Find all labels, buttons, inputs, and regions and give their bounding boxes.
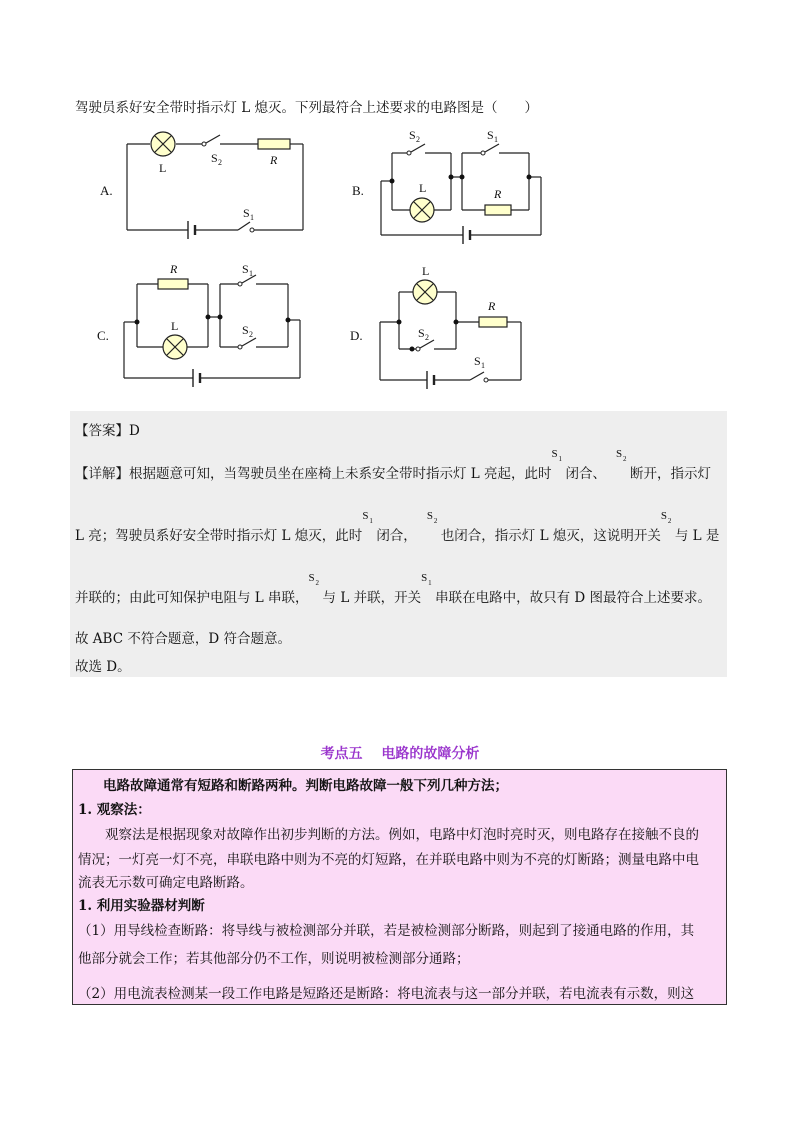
box-intro: 电路故障通常有短路和断路两种。判断电路故障一般下列几种方法； (103, 778, 508, 794)
battery-symbol (463, 226, 470, 244)
resistor-symbol (158, 279, 188, 289)
svg-text:S: S (211, 151, 218, 165)
svg-text:S: S (418, 326, 425, 340)
circuit-diagram-d (374, 262, 534, 387)
svg-text:L: L (419, 181, 427, 195)
symbol-s1: S 1 (362, 510, 373, 525)
box-heading-1: 1. 观察法： (78, 802, 151, 818)
svg-text:1: 1 (250, 213, 254, 222)
symbol-s1: S 1 (551, 448, 563, 463)
svg-text:L: L (171, 319, 179, 333)
option-c-label: C. (97, 328, 109, 343)
symbol-s2: S 2 (426, 510, 438, 525)
box-paragraph-1-line-1: 观察法是根据现象对故障作出初步判断的方法。例如，电路中灯泡时亮时灭，则电路存在接触不良的 (105, 827, 699, 843)
battery-symbol (193, 369, 200, 387)
resistor-symbol (479, 317, 507, 327)
question-text: 驾驶员系好安全带时指示灯 L 熄灭。下列最符合上述要求的电路图是（ ） (75, 100, 539, 116)
symbol-s2: S 2 (660, 510, 672, 525)
svg-text:2: 2 (218, 158, 222, 167)
circuit-diagram-b (375, 125, 550, 245)
switch-s2-symbol (202, 135, 220, 146)
resistor-symbol (258, 139, 290, 149)
option-a-label: A. (100, 183, 113, 198)
box-paragraph-1-line-2: 情况；一灯亮一灯不亮，串联电路中则为不亮的灯短路，在并联电路中则为不亮的灯断路；测量电路中电 (78, 852, 699, 868)
lamp-symbol (410, 198, 434, 222)
lamp-symbol (413, 280, 437, 304)
box-paragraph-2-line-1: （1）用导线检查断路：将导线与被检测部分并联，若是被检测部分断路，则起到了接通电路的作用，其 (78, 923, 695, 939)
svg-text:S: S (487, 128, 494, 142)
answer-line (75, 419, 140, 439)
svg-text:R: R (494, 187, 502, 201)
switch-s1-symbol (481, 144, 499, 155)
battery-symbol (188, 221, 195, 239)
switch-s2-symbol (238, 338, 256, 349)
lamp-symbol (163, 335, 187, 359)
battery-symbol (427, 371, 434, 389)
symbol-s1: S 1 (421, 572, 432, 587)
symbol-s2: S 2 (308, 572, 320, 587)
switch-s1-symbol (238, 275, 256, 286)
box-paragraph-2-line-2: 他部分就会工作；若其他部分仍不工作，则说明被检测部分通路； (78, 951, 470, 967)
section-title: 考点五 电路的故障分析 (320, 746, 480, 762)
detail-line-5: 故选 D。 (75, 659, 131, 675)
circuit-diagram-c (118, 262, 308, 387)
switch-s1-symbol (470, 372, 488, 382)
svg-text:R: R (270, 153, 278, 167)
option-d-label: D. (350, 328, 363, 343)
svg-text:R: R (170, 262, 178, 276)
svg-text:S: S (474, 354, 481, 368)
svg-text:1: 1 (249, 269, 253, 278)
switch-s1-symbol (238, 222, 254, 232)
svg-text:S: S (242, 262, 249, 276)
box-paragraph-1-line-3: 流表无示数可确定电路断路。 (78, 875, 254, 891)
detail-line-2: L 亮；驾驶员系好安全带时指示灯 L 熄灭，此时 S 1 闭合， S 2 也闭合，指示灯 L 熄灭，这说明开关 S 2 与 L 是 (75, 510, 720, 544)
detail-line-3: 并联的；由此可知保护电阻与 L 串联， S 2 与 L 并联，开关 S 1 串联在电路中，故只有 D 图最符合上述要求。 (75, 572, 712, 606)
symbol-s2: S 2 (616, 448, 627, 463)
detail-label: 【详解】 (75, 466, 129, 482)
svg-text:L: L (159, 161, 167, 175)
svg-text:2: 2 (416, 135, 420, 144)
answer-value: D (129, 423, 140, 439)
detail-line-1: 【详解】根据题意可知，当驾驶员坐在座椅上未系安全带时指示灯 L 亮起，此时 S 1 闭合、 S 2 断开，指示灯 (75, 448, 712, 482)
svg-text:R: R (488, 299, 496, 313)
circuit-diagram-a (120, 120, 320, 250)
svg-text:S: S (409, 128, 416, 142)
svg-text:2: 2 (425, 333, 429, 342)
detail-line-4: 故 ABC 不符合题意，D 符合题意。 (75, 631, 291, 647)
svg-text:1: 1 (481, 361, 485, 370)
box-paragraph-3-line-1: （2）用电流表检测某一段工作电路是短路还是断路：将电流表与这一部分并联，若电流表有示数，则这 (78, 986, 695, 1002)
switch-s2-symbol (407, 144, 425, 155)
svg-text:1: 1 (494, 135, 498, 144)
svg-text:2: 2 (249, 330, 253, 339)
option-b-label: B. (352, 183, 364, 198)
lamp-symbol (151, 132, 175, 156)
svg-text:S: S (243, 206, 250, 220)
box-heading-2: 1. 利用实验器材判断 (78, 898, 205, 914)
answer-label: 【答案】 (75, 423, 129, 439)
svg-text:L: L (422, 264, 430, 278)
resistor-symbol (485, 205, 511, 215)
svg-text:S: S (242, 323, 249, 337)
